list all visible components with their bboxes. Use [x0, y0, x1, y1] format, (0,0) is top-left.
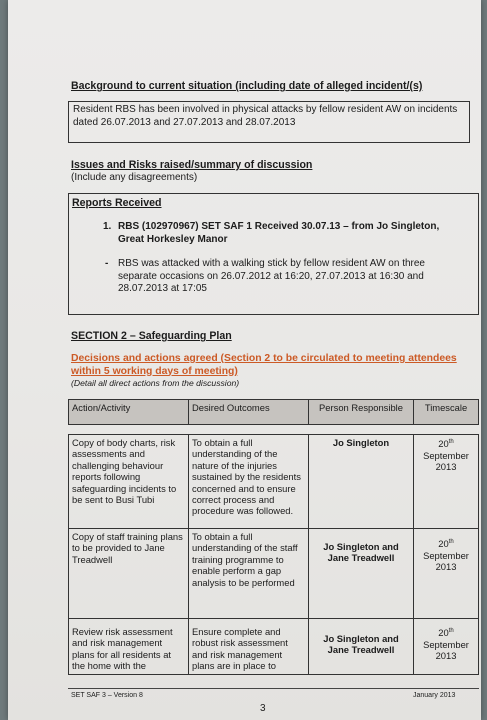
document-page — [8, 0, 481, 720]
row-outcome: To obtain a full understanding of the nature of the injuries sustained by the residents concerned and to ensure correct process and procedure was followed. — [189, 435, 309, 529]
row-year: 2013 — [435, 560, 457, 572]
row-suffix: th — [448, 628, 454, 634]
plan-header-table — [68, 399, 479, 425]
row-action: Copy of staff training plans to be provided to Jane Treadwell — [69, 529, 189, 619]
issues-heading: Issues and Risks raised/summary of discussion — [71, 159, 313, 171]
row-outcome: Ensure complete and robust risk assessment and risk management plans are in place to — [189, 619, 309, 675]
row-outcome: To obtain a full understanding of the staff training programme to enable perform a gap analysis to be performed — [189, 529, 309, 619]
table-row — [69, 619, 479, 675]
row-timescale — [414, 529, 479, 619]
reports-box — [68, 193, 479, 315]
footer-rule — [68, 688, 479, 689]
row-suffix: th — [448, 439, 454, 445]
table-row — [69, 435, 479, 529]
row-person: Jo Singleton and Jane Treadwell — [309, 529, 414, 619]
row-timescale — [414, 619, 479, 675]
row-year: 2013 — [435, 649, 457, 661]
plan-table — [68, 434, 479, 675]
footer-version: SET SAF 3 – Version 8 — [71, 692, 143, 699]
row-month: September — [423, 449, 469, 461]
decisions-detail: (Detail all direct actions from the discussion) — [71, 378, 240, 388]
decisions-heading: Decisions and actions agreed (Section 2 to be circulated to meeting attendees within 5 working days of meeting) — [71, 353, 457, 377]
row-day: 20 — [438, 438, 449, 450]
header-timescale: Timescale — [414, 400, 479, 425]
page-number: 3 — [260, 703, 266, 714]
header-person: Person Responsible — [309, 400, 414, 425]
row-person: Jo Singleton — [309, 435, 414, 529]
background-box — [68, 101, 470, 143]
row-month: September — [423, 638, 469, 650]
background-heading: Background to current situation (including date of alleged incident/(s) — [71, 80, 423, 92]
report-item-text: RBS (102970967) SET SAF 1 Received 30.07.13 – from Jo Singleton, Great Horkesley Manor — [118, 221, 440, 245]
background-text: Resident RBS has been involved in physical attacks by fellow resident AW on incidents dated 26.07.2013 and 27.07.2013 and 28.07.2013 — [73, 104, 458, 128]
row-action: Copy of body charts, risk assessments and challenging behaviour reports following safeguarding incidents to be sent to Busi Tubi — [69, 435, 189, 529]
issues-subheading: (Include any disagreements) — [71, 172, 198, 183]
report-item-number: 1. — [103, 221, 112, 232]
header-action: Action/Activity — [69, 400, 189, 425]
report-bullet: - — [105, 258, 109, 269]
row-person: Jo Singleton and Jane Treadwell — [309, 619, 414, 675]
reports-heading: Reports Received — [72, 197, 162, 209]
row-suffix: th — [448, 539, 454, 545]
footer-date: January 2013 — [413, 692, 456, 699]
section2-heading: SECTION 2 – Safeguarding Plan — [71, 330, 232, 342]
table-row — [69, 529, 479, 619]
row-month: September — [423, 549, 469, 561]
header-outcomes: Desired Outcomes — [189, 400, 309, 425]
row-year: 2013 — [435, 460, 457, 472]
row-day: 20 — [438, 627, 449, 639]
row-action: Review risk assessment and risk management plans for all residents at the home with the — [69, 619, 189, 675]
report-bullet-text: RBS was attacked with a walking stick by fellow resident AW on three separate occasions on 26.07.2012 at 16:20, 27.07.2013 at 16:30 and 28.07.2013 at 17:05 — [118, 258, 425, 294]
row-timescale — [414, 435, 479, 529]
row-day: 20 — [438, 538, 449, 550]
